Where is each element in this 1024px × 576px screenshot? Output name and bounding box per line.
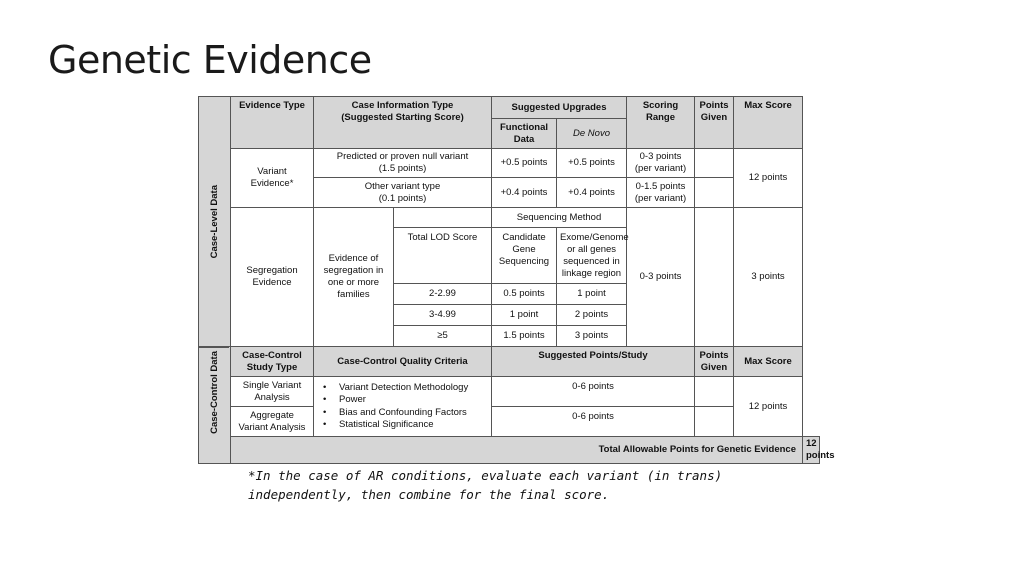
aggregate-variant-analysis-label: Aggregate Variant Analysis <box>231 407 314 437</box>
other-variant-info: Other variant type (0.1 points) <box>314 178 492 208</box>
exome-points-cell: 2 points <box>557 305 627 326</box>
exome-points-cell: 1 point <box>557 284 627 305</box>
aggregate-variant-points-given <box>695 407 734 437</box>
case-control-side-band <box>199 347 229 437</box>
candidate-points-cell: 1.5 points <box>492 326 557 347</box>
header-de-novo: De Novo <box>557 119 627 149</box>
other-variant-scoring-range: 0-1.5 points (per variant) <box>627 178 695 208</box>
case-level-side-label: Case-Level Data <box>199 97 231 347</box>
null-variant-de-novo: +0.5 points <box>557 149 627 178</box>
exome-genome-header: Exome/Genome or all genes sequenced in linkage region <box>557 228 627 284</box>
header-scoring-range: Scoring Range <box>627 97 695 149</box>
null-variant-info: Predicted or proven null variant (1.5 points) <box>314 149 492 178</box>
lod-score-cell: 2-2.99 <box>394 284 492 305</box>
total-allowable-label: Total Allowable Points for Genetic Evidence <box>231 437 803 464</box>
segregation-evidence-description: Evidence of segregation in one or more families <box>314 208 394 347</box>
single-variant-points-given <box>695 377 734 407</box>
quality-criteria-list-cell <box>314 377 492 437</box>
null-variant-points-given <box>695 149 734 178</box>
ar-conditions-footnote: *In the case of AR conditions, evaluate each variant (in trans) independently, then combine for the final score. <box>248 468 723 502</box>
total-allowable-value: 12 points <box>803 437 820 464</box>
genetic-evidence-table <box>198 96 835 464</box>
other-variant-de-novo: +0.4 points <box>557 178 627 208</box>
variant-evidence-label: Variant Evidence* <box>231 149 314 208</box>
other-variant-functional: +0.4 points <box>492 178 557 208</box>
other-variant-points-given <box>695 178 734 208</box>
candidate-points-cell: 0.5 points <box>492 284 557 305</box>
header-evidence-type: Evidence Type <box>231 97 314 149</box>
header-points-given: Points Given <box>695 97 734 149</box>
header-functional-data: Functional Data <box>492 119 557 149</box>
header-max-score: Max Score <box>734 97 803 149</box>
header-quality-criteria: Case-Control Quality Criteria <box>314 347 492 377</box>
segregation-blank-cell <box>394 208 492 228</box>
segregation-evidence-label: Segregation Evidence <box>231 208 314 347</box>
segregation-scoring-range: 0-3 points <box>627 208 695 347</box>
variant-max-score: 12 points <box>734 149 803 208</box>
segregation-points-given <box>695 208 734 347</box>
criteria-item: • Power <box>323 394 488 407</box>
lod-score-cell: ≥5 <box>394 326 492 347</box>
exome-points-cell: 3 points <box>557 326 627 347</box>
page-title: Genetic Evidence <box>48 38 372 82</box>
header-suggested-upgrades: Suggested Upgrades <box>492 97 627 119</box>
header-cc-points-given: Points Given <box>695 347 734 377</box>
header-case-control-study-type: Case-Control Study Type <box>231 347 314 377</box>
criteria-item: • Statistical Significance <box>323 419 488 432</box>
null-variant-scoring-range: 0-3 points (per variant) <box>627 149 695 178</box>
segregation-max-score: 3 points <box>734 208 803 347</box>
null-variant-functional: +0.5 points <box>492 149 557 178</box>
header-cc-max-score: Max Score <box>734 347 803 377</box>
aggregate-variant-points: 0-6 points <box>492 407 695 437</box>
header-case-information: Case Information Type (Suggested Starting Score) <box>314 97 492 149</box>
candidate-gene-header: Candidate Gene Sequencing <box>492 228 557 284</box>
quality-criteria-list <box>317 382 488 432</box>
header-suggested-points-study: Suggested Points/Study <box>492 347 695 377</box>
single-variant-analysis-label: Single Variant Analysis <box>231 377 314 407</box>
sequencing-method-header: Sequencing Method <box>492 208 627 228</box>
total-lod-score-header: Total LOD Score <box>394 228 492 284</box>
single-variant-points: 0-6 points <box>492 377 695 407</box>
case-control-max-score: 12 points <box>734 377 803 437</box>
candidate-points-cell: 1 point <box>492 305 557 326</box>
lod-score-cell: 3-4.99 <box>394 305 492 326</box>
criteria-item: • Variant Detection Methodology <box>323 382 488 395</box>
case-control-side-text: Case-Control Data <box>208 351 220 434</box>
criteria-item: • Bias and Confounding Factors <box>323 407 488 420</box>
